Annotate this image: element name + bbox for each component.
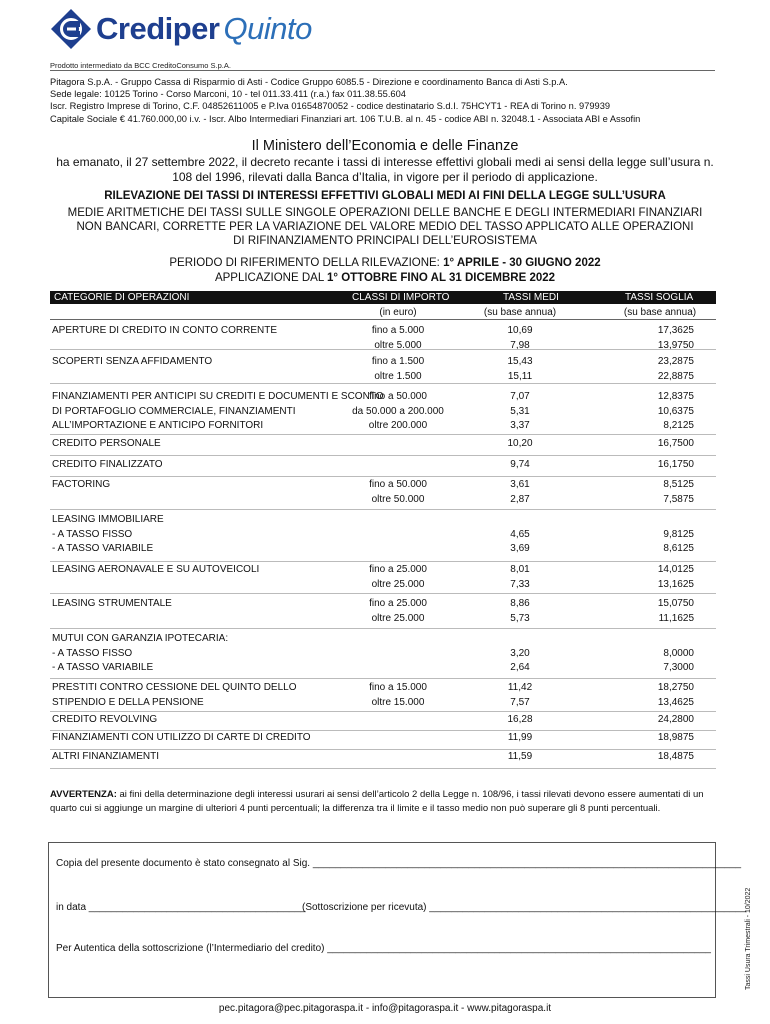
subheader-medi: (su base annua) [483,307,557,318]
table-row-divider [50,383,716,384]
table-cell-med: 3,61 [510,479,530,490]
medie-line: NON BANCARI, CORRETTE PER LA VARIAZIONE DEL VALORE MEDIO DEL TASSO APPLICATO ALLE OPERAZIONI [76,221,694,233]
table-cell-med: 11,99 [507,732,533,743]
table-cell-sog: 14,0125 [657,564,694,575]
periodo-applicazione: APPLICAZIONE DAL 1° OTTOBRE FINO AL 31 DICEMBRE 2022 [214,272,556,284]
table-cell-cat: STIPENDIO E DELLA PENSIONE [52,696,204,708]
table-cell-cat: APERTURE DI CREDITO IN CONTO CORRENTE [52,325,278,336]
rilevazione-title: RILEVAZIONE DEI TASSI DI INTERESSI EFFETTIVI GLOBALI MEDI AI FINI DELLA LEGGE SULL’USURA [104,190,666,202]
table-cell-med: 3,20 [510,647,530,659]
table-cell-cls: oltre 200.000 [368,420,428,431]
table-cell-med: 2,64 [510,662,530,673]
brand-logo [50,6,312,52]
table-cell-med: 7,57 [510,696,530,708]
sottoscrizione-line[interactable]: (Sottoscrizione per ricevuta) _________________________________________________________ [302,902,747,913]
table-cell-sog: 17,3625 [657,325,694,336]
table-row-divider [50,509,716,510]
table-cell-cat: - A TASSO FISSO [52,647,133,659]
table-cell-sog: 12,8375 [657,391,694,402]
table-row-divider [50,628,716,629]
table-row-divider [50,678,716,679]
medie-description [50,206,720,248]
table-cell-sog: 13,4625 [657,696,694,708]
autentica-line[interactable]: Per Autentica della sottoscrizione (l’Intermediario del credito) _____________________________________________________________________ [56,943,711,954]
table-cell-cls: fino a 25.000 [369,564,427,575]
table-cell-med: 10,69 [507,325,533,336]
table-cell-cls: oltre 25.000 [371,612,425,624]
table-cell-cls: oltre 25.000 [371,578,425,590]
table-cell-med: 7,07 [510,391,530,402]
table-cell-sog: 8,6125 [663,543,694,554]
table-cell-sog: 9,8125 [663,528,694,540]
table-cell-cat: FINANZIAMENTI PER ANTICIPI SU CREDITI E DOCUMENTI E SCONTO [52,391,384,402]
table-cell-sog: 24,2800 [657,714,694,725]
table-cell-sog: 7,5875 [663,493,694,505]
table-cell-sog: 15,0750 [657,598,694,609]
table-header [50,291,716,304]
brand-name: Crediper Quinto [96,11,312,46]
producer-note: Prodotto intermediato da BCC CreditoConsumo S.p.A. [50,61,231,70]
table-row-divider [50,593,716,594]
table-cell-cat: ALL’IMPORTAZIONE E ANTICIPO FORNITORI [52,420,264,431]
table-cell-cat: PRESTITI CONTRO CESSIONE DEL QUINTO DELLO [52,682,297,693]
table-cell-sog: 13,1625 [657,578,694,590]
ministry-heading: Il Ministero dell’Economia e delle Finanze [251,138,519,154]
table-cell-cat: FACTORING [52,479,111,490]
table-cell-cat: CREDITO FINALIZZATO [52,459,163,470]
table-cell-sog: 10,6375 [657,405,694,417]
table-cell-sog: 23,2875 [657,356,694,367]
table-cell-cat: FINANZIAMENTI CON UTILIZZO DI CARTE DI CREDITO [52,732,311,743]
table-cell-cls: fino a 5.000 [371,325,425,336]
company-line: Iscr. Registro Imprese di Torino, C.F. 04852611005 e P.Iva 01654870052 - codice destinatario S.d.I. 75HCYT1 - REA di Torino n. 979939 [50,101,611,112]
table-cell-sog: 8,0000 [663,647,694,659]
table-cell-med: 16,28 [507,714,533,725]
medie-line: DI RIFINANZIAMENTO PRINCIPALI DELL’EUROSISTEMA [233,235,537,247]
table-cell-med: 15,43 [507,356,533,367]
table-cell-med: 7,98 [510,339,530,351]
header-classi: CLASSI DI IMPORTO [352,292,450,303]
table-cell-cat: CREDITO PERSONALE [52,438,161,449]
side-note: Tassi Usura Trimestrali - 10/2022 [745,887,752,990]
table-cell-cat: LEASING AERONAVALE E SU AUTOVEICOLI [52,564,260,575]
table-cell-sog: 18,4875 [657,751,694,762]
header-divider-line [50,319,716,320]
copia-line[interactable]: Copia del presente documento è stato consegnato al Sig. _____________________________________________________________________________ [56,858,742,869]
periodo-riferimento: PERIODO DI RIFERIMENTO DELLA RILEVAZIONE: 1° APRILE - 30 GIUGNO 2022 [169,257,601,269]
header-medi: TASSI MEDI [503,292,559,303]
table-cell-sog: 16,7500 [657,438,694,449]
crediper-logo-icon [50,8,92,50]
header-divider [50,70,715,71]
table-cell-med: 3,69 [510,543,530,554]
in-data-line[interactable]: in data _______________________________________ [56,902,306,913]
table-row-divider [50,711,716,712]
table-cell-cat: SCOPERTI SENZA AFFIDAMENTO [52,356,213,367]
table-cell-cls: oltre 1.500 [374,370,422,382]
table-cell-sog: 11,1625 [658,612,694,624]
subheader-soglia: (su base annua) [623,307,697,318]
table-cell-cls: oltre 5.000 [374,339,422,351]
avvertenza-note: AVVERTENZA: ai fini della determinazione degli interessi usurari ai sensi dell’articolo 2 della Legge n. 108/96, i tassi rilevati devono essere aumentati di un quarto cui si aggiunge un margine di ulteriori 4 punti percentuali; la differenza tra il limite e il tasso medio non può superare gli 8 punti percentuali. [50,789,704,814]
table-row-divider [50,349,716,350]
table-cell-med: 3,37 [510,420,530,431]
table-cell-cat: - A TASSO VARIABILE [52,662,154,673]
table-cell-cat: - A TASSO VARIABILE [52,543,154,554]
table-row-divider [50,768,716,769]
table-cell-sog: 18,9875 [657,732,694,743]
period-info [50,256,720,286]
company-line: Sede legale: 10125 Torino - Corso Marconi, 10 - tel 011.33.411 (r.a.) fax 011.38.55.604 [50,89,406,100]
table-cell-med: 9,74 [510,459,530,470]
table-cell-sog: 18,2750 [657,682,694,693]
table-cell-cls: fino a 15.000 [369,682,427,693]
table-cell-cls: fino a 1.500 [371,356,425,367]
table-cell-med: 7,33 [510,578,530,590]
decree-text: ha emanato, il 27 settembre 2022, il decreto recante i tassi di interesse effettivi globali medi ai sensi della legge sull’usura n. 108 del 1996, rilevati dalla Banca d’Italia, in vigore per il periodo di applicazione. [56,155,714,184]
table-cell-cat: LEASING STRUMENTALE [52,598,172,609]
subheader-classi: (in euro) [379,307,417,318]
table-cell-cls: da 50.000 a 200.000 [352,405,444,417]
table-cell-cat: CREDITO REVOLVING [52,714,158,725]
table-cell-cls: oltre 15.000 [371,696,425,708]
table-cell-med: 10,20 [507,438,533,449]
footer-contacts[interactable]: pec.pitagora@pec.pitagoraspa.it - info@pitagoraspa.it - www.pitagoraspa.it [218,1003,552,1014]
table-cell-med: 4,65 [510,528,530,540]
table-cell-sog: 22,8875 [657,370,694,382]
table-cell-cat: - A TASSO FISSO [52,528,133,540]
table-cell-med: 2,87 [510,493,530,505]
table-cell-cat: MUTUI CON GARANZIA IPOTECARIA: [52,633,229,644]
table-cell-med: 11,42 [507,682,533,693]
company-line: Pitagora S.p.A. - Gruppo Cassa di Risparmio di Asti - Codice Gruppo 6085.5 - Direzione e coordinamento Banca di Asti S.p.A. [50,77,568,87]
table-cell-sog: 8,2125 [663,420,694,431]
header-categorie: CATEGORIE DI OPERAZIONI [54,292,190,303]
medie-line: MEDIE ARITMETICHE DEI TASSI SULLE SINGOLE OPERAZIONI DELLE BANCHE E DEGLI INTERMEDIARI FINANZIARI [67,207,703,219]
header-soglia: TASSI SOGLIA [625,292,694,303]
table-cell-cls: oltre 50.000 [371,493,425,505]
table-cell-sog: 16,1750 [657,459,694,470]
table-cell-cat: ALTRI FINANZIAMENTI [52,751,160,762]
table-cell-cls: fino a 50.000 [369,391,427,402]
table-cell-sog: 7,3000 [663,662,694,673]
table-cell-med: 8,01 [510,564,530,575]
table-cell-cls: fino a 25.000 [369,598,427,609]
table-cell-med: 8,86 [510,598,530,609]
table-row-divider [50,455,716,456]
table-cell-sog: 13,9750 [657,339,694,351]
table-cell-med: 5,31 [510,405,530,417]
table-cell-cat: DI PORTAFOGLIO COMMERCIALE, FINANZIAMENTI [52,405,296,417]
table-row-divider [50,476,716,477]
table-row-divider [50,561,716,562]
company-info [50,76,720,125]
table-cell-sog: 8,5125 [663,479,694,490]
table-cell-cls: fino a 50.000 [369,479,427,490]
table-cell-cat: LEASING IMMOBILIARE [52,514,164,525]
table-cell-med: 5,73 [510,612,530,624]
company-line: Capitale Sociale € 41.760.000,00 i.v. - Iscr. Albo Intermediari Finanziari art. 106 T.U.B. al n. 45 - codice ABI n. 32048.1 - Associata ABI e Assofin [50,113,641,124]
table-cell-med: 15,11 [507,370,533,382]
table-cell-med: 11,59 [507,751,533,762]
table-row-divider [50,434,716,435]
